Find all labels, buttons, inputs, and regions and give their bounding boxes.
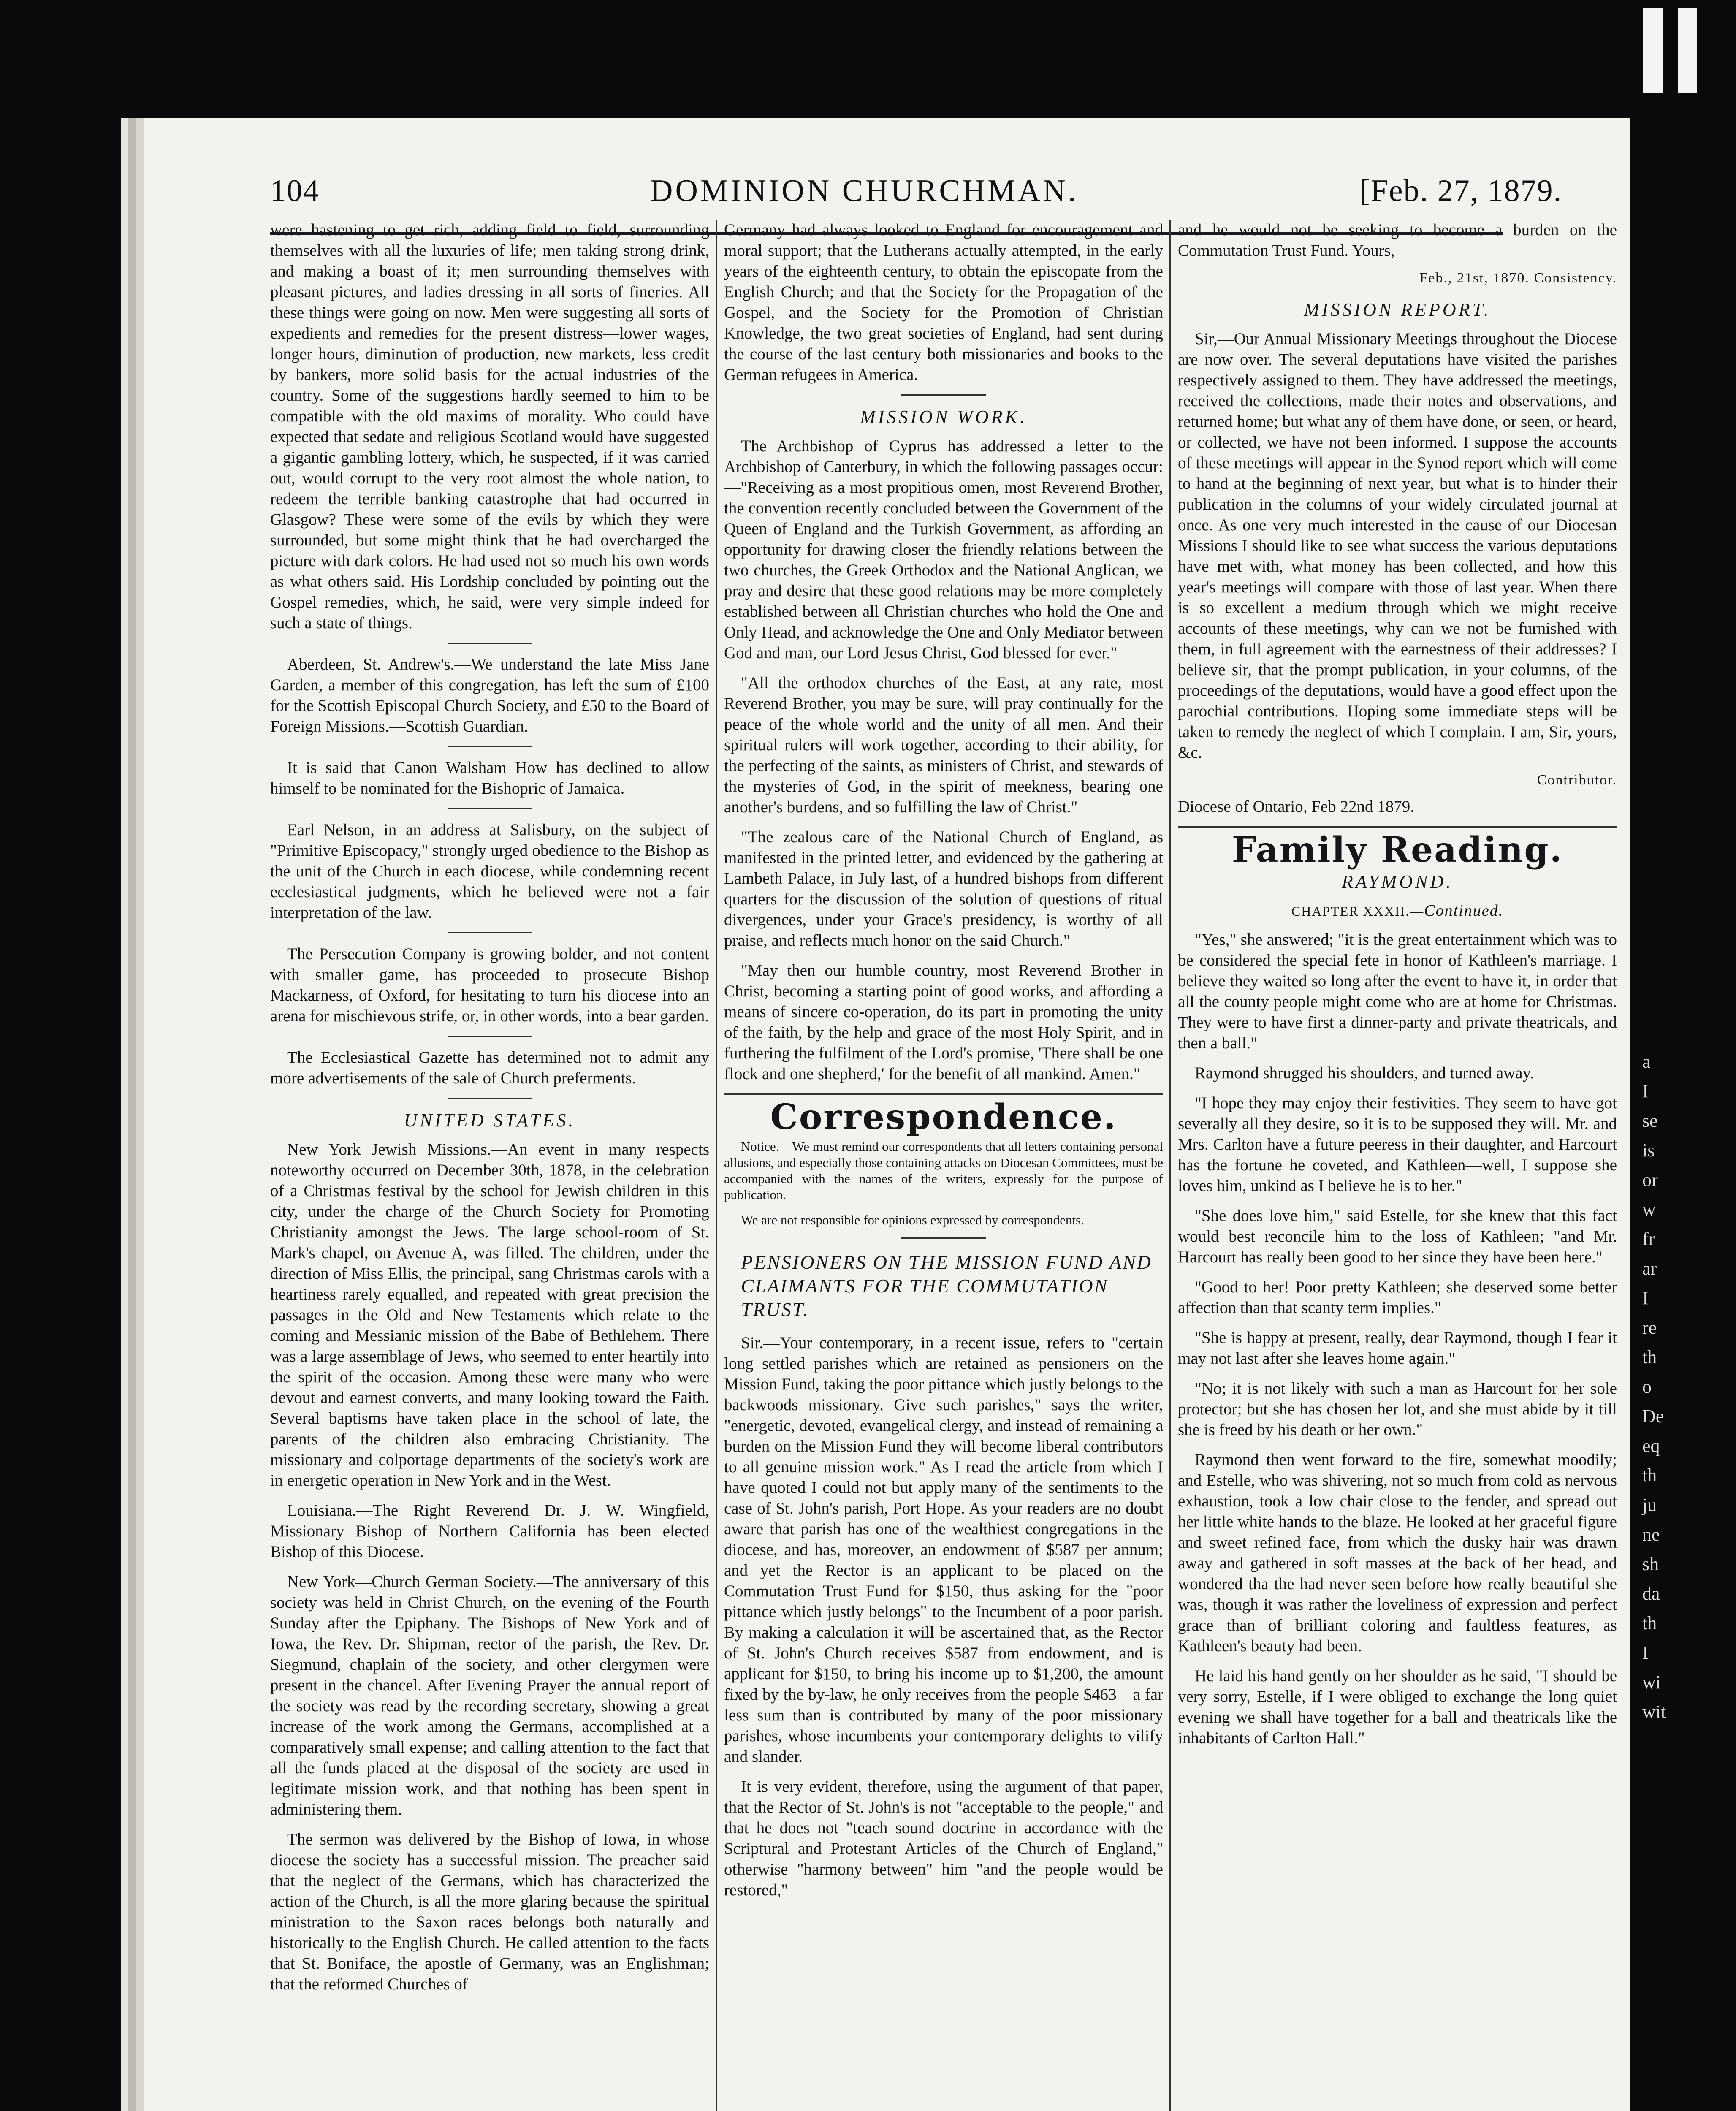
fragment-text: ju	[1642, 1495, 1657, 1515]
letter-paragraph: Sir.—Your contemporary, in a recent issue, refers to "certain long settled parishes which are retained as pensioners on the Mission Fund, taking the poor pittance which justly belongs to the backwoods missionary. Give such parishes," says the writer, "energetic, devoted, evangelical clergy, and instead of remaining a burden on the Mission Fund they will become liberal contributors to all genuine mission work." As I read the article from which I have quoted I could not but apply many of the sentiments to the case of St. John's parish, Port Hope. As your readers are no doubt aware that parish has one of the wealthiest congregations in the diocese, and has, moreover, an endowment of $587 per annum; and yet the Rector is an applicant to be placed on the Commutation Trust Fund for $150, thus asking for the "poor pittance which justly belongs" to the Incumbent of a poor parish. By making a calculation it will be ascertained that, as the Rector of St. John's Church receives $587 from endowment, and is applicant for $150, to bring his income up to $1,200, the amount fixed by the by-law, he only receives from the people $463—a far less sum than is contributed by many of the poor missionary parishes, whose incumbents your contemporary delights to vilify and slander.	[724, 1334, 1163, 1766]
letter-heading-pensioners: PENSIONERS ON THE MISSION FUND AND CLAIMANTS FOR THE COMMUTATION TRUST.	[741, 1251, 1152, 1320]
page-number: 104	[270, 174, 320, 208]
divider	[448, 643, 532, 644]
fragment-text: ne	[1642, 1524, 1660, 1545]
letter-dateline: Diocese of Ontario, Feb 22nd 1879.	[1178, 798, 1414, 816]
news-item-gazette: The Ecclesiastical Gazette has determined not to admit any more advertisements of the sale of Church preferments.	[270, 1048, 709, 1087]
column-separator	[716, 220, 717, 2111]
section-heading-correspondence: Correspondence.	[770, 1097, 1117, 1137]
fragment-text: I	[1642, 1642, 1649, 1663]
story-paragraph: "She is happy at present, really, dear Raymond, though I fear it may not last after she leaves home again."	[1178, 1329, 1617, 1368]
fragment-text: w	[1642, 1199, 1656, 1220]
letter-signature-contributor: Contributor.	[1537, 772, 1617, 788]
news-item-walsham-how: It is said that Canon Walsham How has declined to allow himself to be nominated for the Bishopric of Jamaica.	[270, 759, 709, 798]
fragment-text: I	[1642, 1288, 1649, 1308]
letter-signature-consistency: Feb., 21st, 1870. Consistency.	[1419, 270, 1617, 286]
letter-paragraph: It is very evident, therefore, using the argument of that paper, that the Rector of St. John's is not "acceptable to the people," and that he does not "teach sound doctrine in accordance with the Scriptural and Protestant Articles of the Church of England," otherwise "harmony between" him "and the people would be restored,"	[724, 1777, 1163, 1899]
news-item-sermon: The sermon was delivered by the Bishop of Iowa, in whose diocese the society has a successful mission. The preacher said that the neglect of the Germans, which has characterized the action of the Church, is all the more glaring because the spiritual ministration to the Saxon races belongs both naturally and historically to the English Church. He called attention to the facts that St. Boniface, the apostle of Germany, was an Englishman; that the reformed Churches of	[270, 1830, 709, 1993]
divider	[448, 808, 532, 809]
article-paragraph: The Archbishop of Cyprus has addressed a letter to the Archbishop of Canterbury, in which the following passages occur:—"Receiving as a most propitious omen, most Reverend Brother, the convention recently concluded between the Government of the Queen of England and the Turkish Government, as affording an opportunity for drawing closer the friendly relations between the two churches, the Greek Orthodox and the National Anglican, we pray and desire that these good relations may be more completely established between all Christian churches who hold the One and Only Head, and acknowledge the One and Only Mediator between God and man, our Lord Jesus Christ, God blessed for ever."	[724, 437, 1163, 662]
column-3	[1178, 220, 1617, 2111]
newspaper-page	[144, 118, 1630, 2111]
correspondence-disclaimer: We are not responsible for opinions expressed by correspondents.	[741, 1213, 1084, 1227]
story-paragraph: "Yes," she answered; "it is the great entertainment which was to be considered the special fete in honor of Kathleen's marriage. I believe they waited so long after the event to have it, in order that all the county people might come who are at home for Christmas. They were to have first a dinner-party and private theatricals, and then a ball."	[1178, 931, 1617, 1052]
fragment-text: ar	[1642, 1258, 1657, 1279]
fragment-text: th	[1642, 1465, 1657, 1486]
story-paragraph: Raymond shrugged his shoulders, and turned away.	[1195, 1064, 1534, 1082]
divider	[448, 1098, 532, 1099]
fragment-text: se	[1642, 1110, 1658, 1131]
divider	[1178, 826, 1617, 828]
fragment-text: wit	[1642, 1701, 1666, 1722]
adjacent-page-fragment	[1642, 1047, 1727, 1727]
column-separator	[1169, 220, 1171, 2111]
chapter-continued: Continued.	[1424, 902, 1504, 920]
chapter-number: CHAPTER XXXII.—	[1291, 904, 1424, 919]
issue-date: [Feb. 27, 1879.	[1359, 174, 1562, 208]
story-paragraph: "She does love him," said Estelle, for she knew that this fact would best reconcile him to the loss of Kathleen; "and Mr. Harcourt has really been good to her since they have been here."	[1178, 1207, 1617, 1266]
divider	[448, 1036, 532, 1037]
fragment-text: fr	[1642, 1229, 1655, 1249]
fragment-text: De	[1642, 1406, 1664, 1427]
news-item-persecution-company: The Persecution Company is growing bolder, and not content with smaller game, has proceeded to prosecute Bishop Mackarness, of Oxford, for hesitating to turn his diocese into an arena for mischievous strife, or, in other words, into a bear garden.	[270, 945, 709, 1025]
divider	[724, 1093, 1163, 1095]
article-paragraph: "All the orthodox churches of the East, at any rate, most Reverend Brother, you may be sure, will pray continually for the peace of the whole world and the unity of all men. And their spiritual rulers will work together, according to their ability, for the perfecting of the saints, as ministers of Christ, and stewards of the mysteries of God, in the spirit of meekness, bearing one another's burdens, and so fulfilling the law of Christ."	[724, 674, 1163, 816]
article-paragraph: Germany had always looked to England for encouragement and moral support; that the Lutherans actually attempted, in the early years of the eighteenth century, to obtain the episcopate from the English Church; and that the Society for the Propagation of the Gospel, and the Society for the Promotion of Christian Knowledge, the two great societies of England, had sent during the course of the last century both missionaries and books to the German refugees in America.	[724, 221, 1163, 384]
news-item-earl-nelson: Earl Nelson, in an address at Salisbury, on the subject of "Primitive Episcopacy," strongly urged obedience to the Bishop as the unit of the Church in each diocese, while condemning recent ecclesiastical judgments, which he believed were not a fair interpretation of the law.	[270, 821, 709, 922]
fragment-text: I	[1642, 1081, 1649, 1102]
article-paragraph: "May then our humble country, most Reverend Brother in Christ, becoming a starting point of good works, and affording a means of sincere co-operation, do its part in promoting the unity of the faith, by the help and grace of the most Holy Spirit, and in furthering the fulfilment of the Lord's promise, 'There shall be one flock and one shepherd,' for the benefit of all mankind. Amen."	[724, 961, 1163, 1083]
fragment-text: re	[1642, 1317, 1657, 1338]
fragment-text: sh	[1642, 1554, 1659, 1574]
letter-paragraph: Sir,—Our Annual Missionary Meetings throughout the Diocese are now over. The several deputations have visited the parishes respectively assigned to them. They have addressed the meetings, received the collections, made their notes and observations, and returned home; but what any of them have done, or seen, or heard, or collected, we have not been informed. I suppose the accounts of these meetings will appear in the Synod report which will come to hand at the beginning of next year, but what is to hinder their publication in the columns of your widely circulated journal at once. As one very much interested in the cause of our Diocesan Missions I should like to see what success the various deputations have met with, what money has been collected, and how this year's meetings will compare with those of last year. When there is so excellent a medium through which we might receive accounts of these meetings, why can we not be furnished with them, in full agreement with the earnestness of their addresses? I believe sir, that the prompt publication, in your columns, of the proceedings of the deputations, would have a good effect upon the parochial contributions. Hoping some immediate steps will be taken to remedy the neglect of which I complain. I am, Sir, yours, &c.	[1178, 330, 1617, 762]
story-title-raymond: RAYMOND.	[1341, 871, 1454, 892]
correspondence-notice: Notice.—We must remind our correspondents that all letters containing personal allusions, and especially those containing attacks on Diocesan Committees, must be accompanied with the names of the writers, expressly for the purpose of publication.	[724, 1139, 1163, 1202]
fragment-text: th	[1642, 1613, 1657, 1633]
story-paragraph: "No; it is not likely with such a man as Harcourt for her sole protector; but she has chosen her lot, and she must abide by it till she is freed by his death or her own."	[1178, 1379, 1617, 1439]
divider	[448, 746, 532, 747]
divider	[901, 1237, 986, 1239]
fragment-text: da	[1642, 1583, 1660, 1604]
fragment-text: th	[1642, 1347, 1657, 1368]
section-heading-united-states: UNITED STATES.	[404, 1110, 576, 1131]
news-item-louisiana: Louisiana.—The Right Reverend Dr. J. W. Wingfield, Missionary Bishop of Northern California has been elected Bishop of this Diocese.	[270, 1501, 709, 1561]
masthead: DOMINION CHURCHMAN.	[650, 174, 1079, 208]
column-1	[270, 220, 709, 2111]
chapter-label	[1178, 901, 1617, 922]
section-heading-mission-work: MISSION WORK.	[860, 407, 1027, 427]
letter-paragraph: and he would not be seeking to become a burden on the Commutation Trust Fund. Yours,	[1178, 221, 1617, 260]
section-heading-family-reading: Family Reading.	[1231, 830, 1563, 870]
fragment-text: or	[1642, 1169, 1658, 1190]
fragment-text: a	[1642, 1051, 1651, 1072]
divider	[901, 394, 986, 396]
news-item-aberdeen: Aberdeen, St. Andrew's.—We understand the late Miss Jane Garden, a member of this congregation, has left the sum of £100 for the Scottish Episcopal Church Society, and £50 to the Board of Foreign Missions.—Scottish Guardian.	[270, 655, 709, 735]
divider	[448, 932, 532, 933]
news-item-jewish-missions: New York Jewish Missions.—An event in many respects noteworthy occurred on December 30th, 1878, in the celebration of a Christmas festival by the school for Jewish children in this city, under the charge of the Church Society for Promoting Christianity amongst the Jews. The large school-room of St. Mark's chapel, on Avenue A, was filled. The children, under the direction of Miss Ellis, the principal, sang Christmas carols with a heartiness rarely equalled, and repeated with great precision the passages in the Old and New Testaments which relate to the coming and Messianic mission of the Babe of Bethlehem. There was a large assemblage of Jews, who seemed to enter heartily into the spirit of the occasion. Among these were many who were devout and earnest converts, and many looking toward the Faith. Several baptisms have taken place in the school of late, the parents of the children also embracing Christianity. The missionary and colportage departments of the society's work are in energetic operation in New York and in the West.	[270, 1140, 709, 1490]
article-paragraph: were hastening to get rich, adding field to field, surrounding themselves with all the luxuries of life; men taking strong drink, and making a boast of it; men surrounding themselves with pleasant pictures, and ladies dressing in all sorts of fineries. All these things were going on now. Men were suggesting all sorts of expedients and remedies for the present distress—lower wages, longer hours, diminution of production, new markets, less credit by bankers, more solid basis for the actual industries of the country. Some of the suggestions hardly seemed to him to be compatible with the old maxims of morality. Who could have expected that sedate and religious Scotland would have suggested a gigantic gambling lottery, which, he suspected, if it was carried out, would corrupt to the very root almost the whole nation, to redeem the terrible banking catastrophe that had occurred in Glasgow? These were some of the evils by which they were surrounded, but some might think that he had overcharged the picture with dark colors. He had used not so much his own words as what others said. His Lordship concluded by pointing out the Gospel remedies, which, he said, were very simple indeed for such a state of things.	[270, 221, 709, 632]
news-item-german-society: New York—Church German Society.—The anniversary of this society was held in Christ Church, on the evening of the Fourth Sunday after the Epiphany. The Bishops of New York and of Iowa, the Rev. Dr. Shipman, rector of the parish, the Rev. Dr. Siegmund, chaplain of the society, and other clergymen were present in the chancel. After Evening Prayer the annual report of the society was read by the recording secretary, showing a great increase of the work among the Germans, accomplished at a comparatively small expense; and calling attention to the fact that all the funds placed at the disposal of the society are used in legitimate mission work, and that nothing has been spent in administering them.	[270, 1573, 709, 1818]
section-heading-mission-report: MISSION REPORT.	[1304, 299, 1491, 320]
story-paragraph: "I hope they may enjoy their festivities. They seem to have got severally all they desire, so it is to be supposed they will. Mr. and Mrs. Carlton have a future peeress in their daughter, and Harcourt has the fortune he coveted, and Kathleen—well, I suppose she loves him, unkind as I believe he is to her."	[1178, 1094, 1617, 1195]
article-paragraph: "The zealous care of the National Church of England, as manifested in the printed letter, and evidenced by the gathering at Lambeth Palace, in July last, of a hundred bishops from different quarters for the discussion of the solution of questions of ritual divergences, under your Grace's presidency, is worthy of all praise, and reflects much honor on the said Church."	[724, 828, 1163, 950]
fragment-text: o	[1642, 1376, 1652, 1397]
scan-marks-top	[1643, 8, 1719, 95]
story-paragraph: "Good to her! Poor pretty Kathleen; she deserved some better affection than that scanty term implies."	[1178, 1278, 1617, 1317]
column-2	[724, 220, 1163, 2111]
story-paragraph: He laid his hand gently on her shoulder as he said, "I should be very sorry, Estelle, if I were obliged to exchange the long quiet evening we shall have together for a ball and theatricals like the inhabitants of Carlton Hall."	[1178, 1667, 1617, 1747]
story-paragraph: Raymond then went forward to the fire, somewhat moodily; and Estelle, who was shivering, not so much from cold as nervous exhaustion, took a low chair close to the fender, and spread out her little white hands to the blaze. He looked at her graceful figure and sweet refined face, from which the dusky hair was drawn away and gathered in soft masses at the back of her head, and wondered tha the had never seen before how really beautiful she was, though it was rather the loveliness of expression and perfect grace than of brilliant coloring and faultless features, as Kathleen's beauty had been.	[1178, 1451, 1617, 1655]
fragment-text: eq	[1642, 1435, 1660, 1456]
fragment-text: is	[1642, 1140, 1655, 1161]
fragment-text: wi	[1642, 1672, 1661, 1693]
